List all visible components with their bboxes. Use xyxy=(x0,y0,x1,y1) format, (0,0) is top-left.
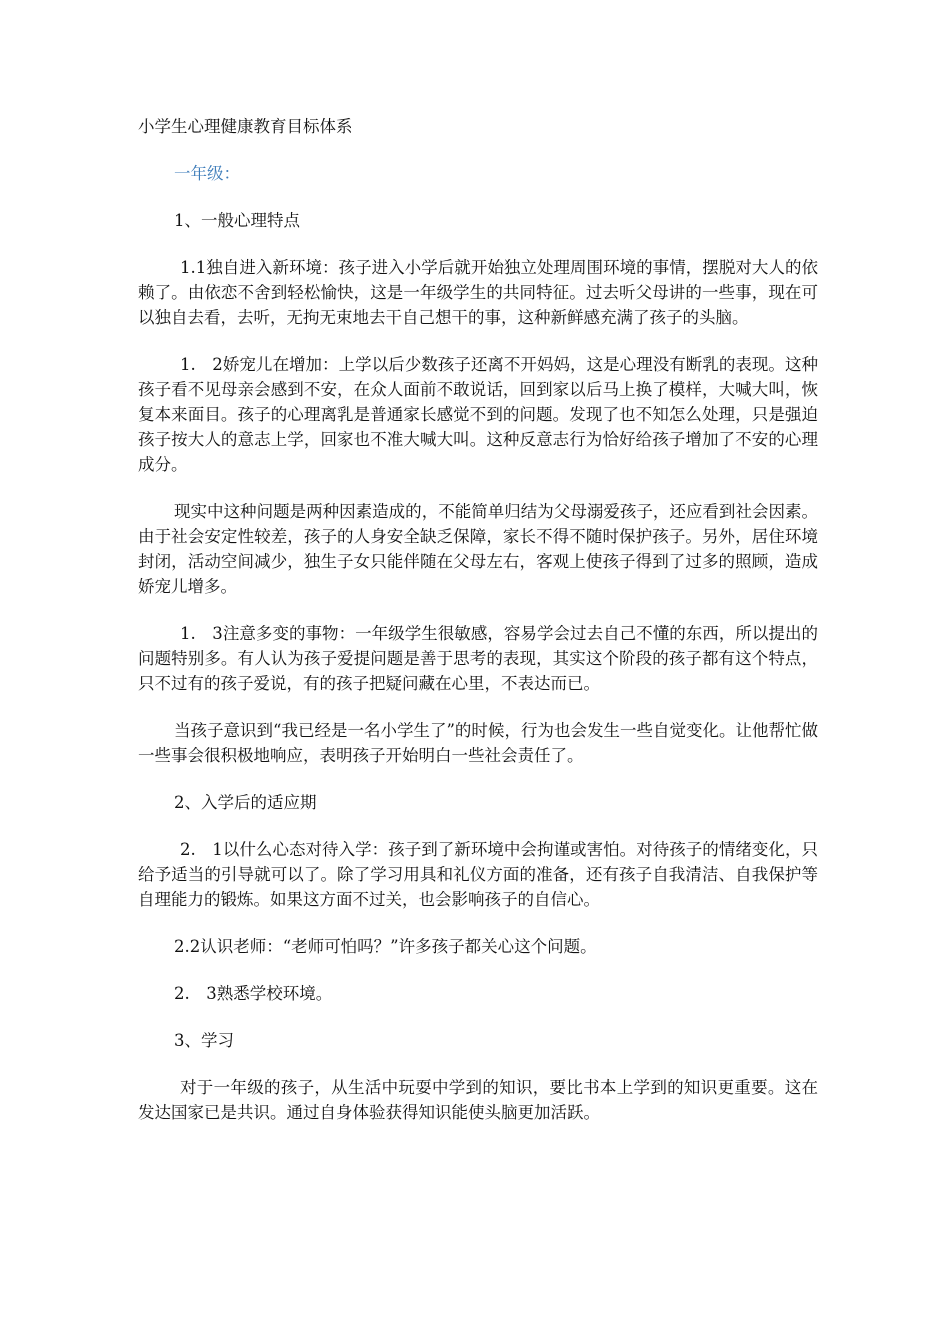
paragraph-social-factors: 现实中这种问题是两种因素造成的，不能简单归结为父母溺爱孩子，还应看到社会因素。由于社会安定性较差，孩子的人身安全缺乏保障，家长不得不随时保护孩子。另外，居住环境封闭，活动空间减少，独生子女只能伴随在父母左右，客观上使孩子得到了过多的照顾，造成娇宠儿增多。 xyxy=(138,502,818,596)
paragraph-pampered-children: 1. 2娇宠儿在增加：上学以后少数孩子还离不开妈妈，这是心理没有断乳的表现。这种孩子看不见母亲会感到不安，在众人面前不敢说话，回到家以后马上换了模样，大喊大叫，恢复本来面目。孩子的心理离乳是普通家长感觉不到的问题。发现了也不知怎么处理，只是强迫孩子按大人的意志上学，回家也不准大喊大叫。这种反意志行为恰好给孩子增加了不安的心理成分。 xyxy=(138,355,818,474)
document-body xyxy=(138,114,818,1147)
grade-heading: 一年级： xyxy=(174,164,240,183)
document-title: 小学生心理健康教育目标体系 xyxy=(138,117,353,136)
paragraph-teacher: 2.2认识老师：“老师可怕吗？”许多孩子都关心这个问题。 xyxy=(174,937,597,956)
paragraph-new-environment: 1.1独自进入新环境：孩子进入小学后就开始独立处理周围环境的事情，摆脱对大人的依赖了。由依恋不舍到轻松愉快，这是一年级学生的共同特征。过去听父母讲的一些事，现在可以独自去看，去听，无拘无束地去干自己想干的事，这种新鲜感充满了孩子的头脑。 xyxy=(138,258,818,327)
paragraph-attention: 1. 3注意多变的事物：一年级学生很敏感，容易学会过去自己不懂的东西，所以提出的问题特别多。有人认为孩子爱提问题是善于思考的表现，其实这个阶段的孩子都有这个特点，只不过有的孩子爱说，有的孩子把疑问藏在心里，不表达而已。 xyxy=(138,624,818,693)
section-heading-study: 3、学习 xyxy=(174,1031,234,1050)
section-heading-adaptation: 2、入学后的适应期 xyxy=(174,793,317,812)
paragraph-responsibility: 当孩子意识到“我已经是一名小学生了”的时候，行为也会发生一些自觉变化。让他帮忙做一些事会很积极地响应，表明孩子开始明白一些社会责任了。 xyxy=(138,721,818,765)
paragraph-attitude: 2. 1以什么心态对待入学：孩子到了新环境中会拘谨或害怕。对待孩子的情绪变化，只给予适当的引导就可以了。除了学习用具和礼仪方面的准备，还有孩子自我清洁、自我保护等自理能力的锻炼。如果这方面不过关，也会影响孩子的自信心。 xyxy=(138,840,818,909)
section-heading-general: 1、一般心理特点 xyxy=(174,211,300,230)
paragraph-learning: 对于一年级的孩子，从生活中玩耍中学到的知识，要比书本上学到的知识更重要。这在发达国家已是共识。通过自身体验获得知识能使头脑更加活跃。 xyxy=(138,1078,818,1122)
paragraph-school-environment: 2. 3熟悉学校环境。 xyxy=(174,984,333,1003)
